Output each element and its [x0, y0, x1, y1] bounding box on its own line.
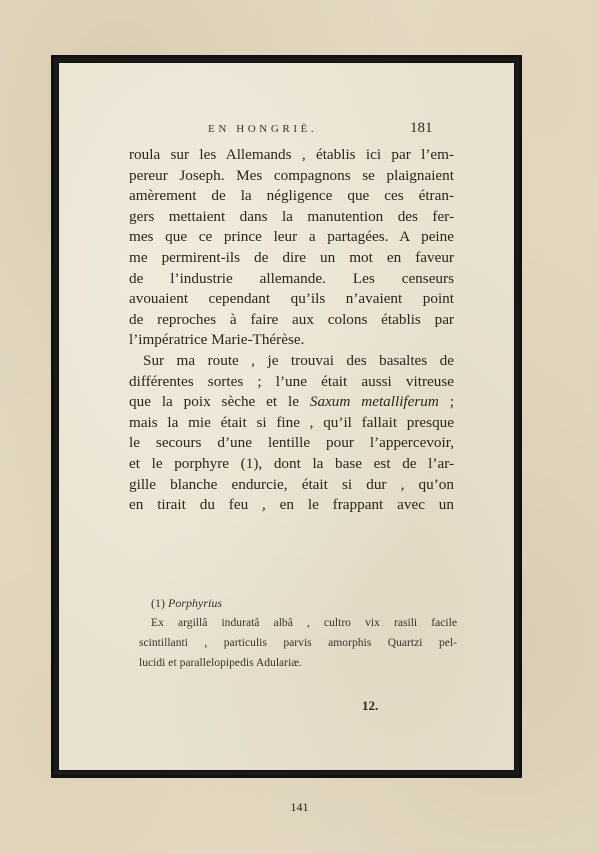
body-text [129, 145, 454, 516]
footnote [139, 593, 457, 673]
body-line: pereur Joseph. Mes compagnons se plaignaient [129, 166, 454, 184]
scanned-page [58, 62, 515, 771]
body-line: le secours d’une lentille pour l’appercevoir, [129, 434, 454, 452]
body-line: mes que ce prince leur a partagées. A peine [129, 228, 454, 246]
body-line: roula sur les Allemands , établis ici par l’em- [129, 146, 454, 163]
body-line: gers mettaient dans la manutention des fer- [129, 207, 454, 225]
running-head: EN HONGRIÈ. [208, 123, 318, 135]
body-line-italic: que la poix sèche et le Saxum metalliferum ; [129, 393, 454, 411]
body-line: mais la mie était si fine , qu’il fallait presque [129, 413, 454, 431]
body-line: me permirent-ils de dire un mot en faveur [129, 248, 454, 266]
body-line: et le porphyre (1), dont la base est de l’ar- [129, 454, 454, 472]
footnote-line: scintillanti , particulis parvis amorphis Quartzi pel- [139, 636, 457, 649]
body-line: de l’industrie allemande. Les censeurs [129, 269, 454, 287]
book-page-number: 181 [410, 120, 433, 136]
body-line: l’impératrice Marie-Thérèse. [129, 331, 305, 349]
body-line: amèrement de la négligence que ces étran- [129, 187, 454, 205]
body-line: Sur ma route , je trouvai des basaltes de [143, 351, 454, 369]
pdf-page-number: 141 [290, 800, 309, 814]
footnote-line: Ex argillâ induratâ albâ , cultro vix rasili facile [151, 616, 457, 629]
body-line: gille blanche endurcie, était si dur , qu’on [129, 475, 454, 493]
page-frame [51, 55, 522, 778]
signature-mark: 12. [362, 698, 379, 713]
body-line: différentes sortes ; l’une était aussi vitreuse [129, 372, 454, 390]
body-line: de reproches à faire aux colons établis par [129, 310, 454, 328]
body-line: avouaient cependant qu’ils n’avaient point [129, 290, 454, 308]
footnote-line: lucidi et parallelopipedis Adulariæ. [139, 656, 302, 669]
body-line: en tirait du feu , en le frappant avec un [129, 496, 454, 514]
footnote-heading: (1) Porphyrius [151, 596, 222, 610]
